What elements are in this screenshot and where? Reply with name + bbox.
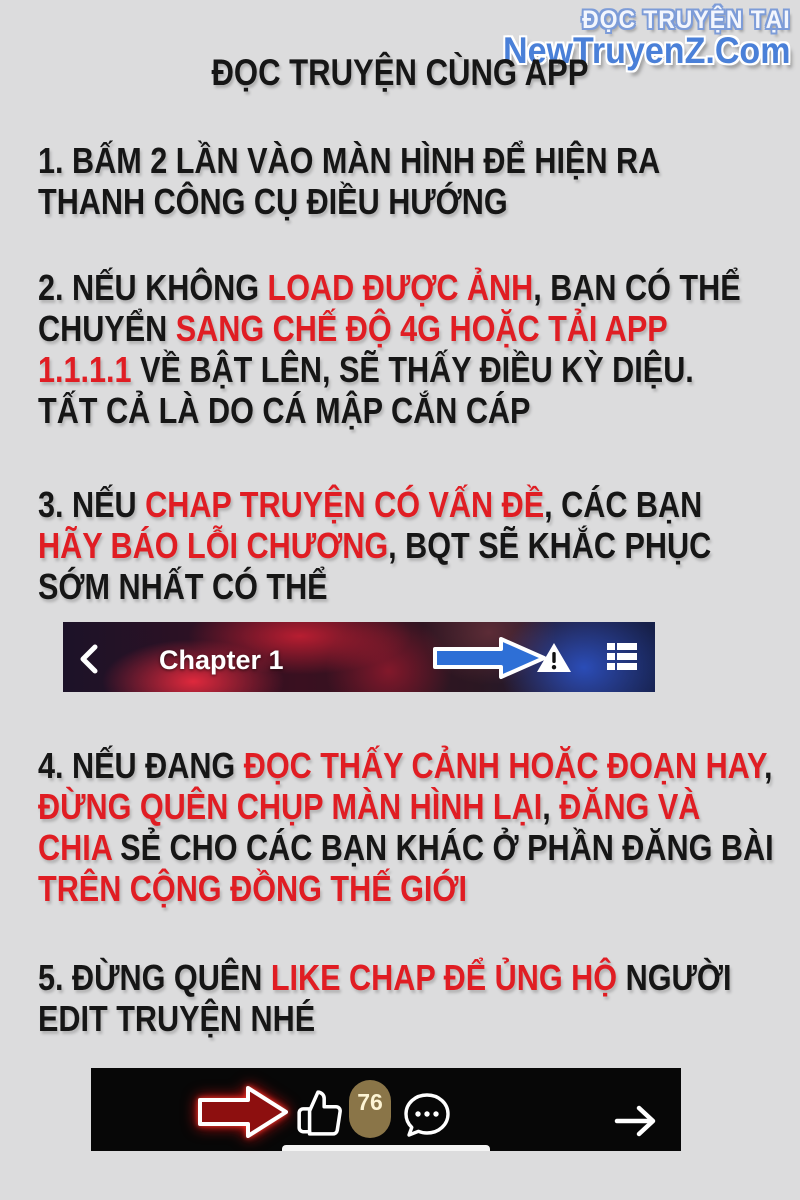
logo-sitename: NewTruyenZ.Com xyxy=(502,30,790,71)
pointer-arrow-red-icon xyxy=(196,1083,290,1146)
page-title: ĐỌC TRUYỆN CÙNG APP xyxy=(211,52,589,93)
text-line: HÃY BÁO LỖI CHƯƠNG, BQT SẼ KHẮC PHỤC xyxy=(38,525,712,566)
instruction-1 xyxy=(38,140,660,222)
next-chapter-icon[interactable] xyxy=(613,1102,661,1145)
pointer-arrow-icon xyxy=(431,636,549,685)
like-count-badge: 76 xyxy=(349,1080,391,1138)
text-line: 3. NẾU CHAP TRUYỆN CÓ VẤN ĐỀ, CÁC BẠN xyxy=(38,484,703,525)
text-line: TẤT CẢ LÀ DO CÁ MẬP CẮN CÁP xyxy=(38,390,531,431)
chapter-list-icon[interactable] xyxy=(607,643,637,675)
back-icon[interactable] xyxy=(78,644,100,679)
text-line: ĐỪNG QUÊN CHỤP MÀN HÌNH LẠI, ĐĂNG VÀ xyxy=(38,786,701,827)
text-line: 5. ĐỪNG QUÊN LIKE CHAP ĐỂ ỦNG HỘ NGƯỜI xyxy=(38,957,732,998)
text-line: SỚM NHẤT CÓ THỂ xyxy=(38,566,328,607)
text-line: 1. BẤM 2 LẦN VÀO MÀN HÌNH ĐỂ HIỆN RA xyxy=(38,140,661,181)
text-line: CHUYỂN SANG CHẾ ĐỘ 4G HOẶC TẢI APP xyxy=(38,308,668,349)
text-line: EDIT TRUYỆN NHÉ xyxy=(38,998,316,1039)
text-line: THANH CÔNG CỤ ĐIỀU HƯỚNG xyxy=(38,181,508,222)
like-thumb-icon[interactable] xyxy=(295,1088,345,1143)
text-line: 4. NẾU ĐANG ĐỌC THẤY CẢNH HOẶC ĐOẠN HAY, xyxy=(38,745,773,786)
chapter-title: Chapter 1 xyxy=(159,645,284,675)
logo-tagline: ĐỌC TRUYỆN TẠI xyxy=(581,6,790,34)
sheet-top-strip xyxy=(282,1145,490,1151)
text-line: 1.1.1.1 VỀ BẬT LÊN, SẼ THẤY ĐIỀU KỲ DIỆU. xyxy=(38,349,694,390)
reader-actionbar-screenshot xyxy=(91,1068,681,1151)
text-line: 2. NẾU KHÔNG LOAD ĐƯỢC ẢNH, BẠN CÓ THỂ xyxy=(38,267,741,308)
instruction-2 xyxy=(38,267,741,431)
report-error-icon[interactable] xyxy=(535,641,573,680)
comment-icon[interactable] xyxy=(401,1091,453,1146)
chapter-toolbar-screenshot xyxy=(63,622,655,692)
instruction-4 xyxy=(38,745,774,909)
instruction-3 xyxy=(38,484,711,607)
text-line: TRÊN CỘNG ĐỒNG THẾ GIỚI xyxy=(38,868,468,909)
instruction-5 xyxy=(38,957,731,1039)
text-line: CHIA SẺ CHO CÁC BẠN KHÁC Ở PHẦN ĐĂNG BÀI xyxy=(38,827,774,868)
